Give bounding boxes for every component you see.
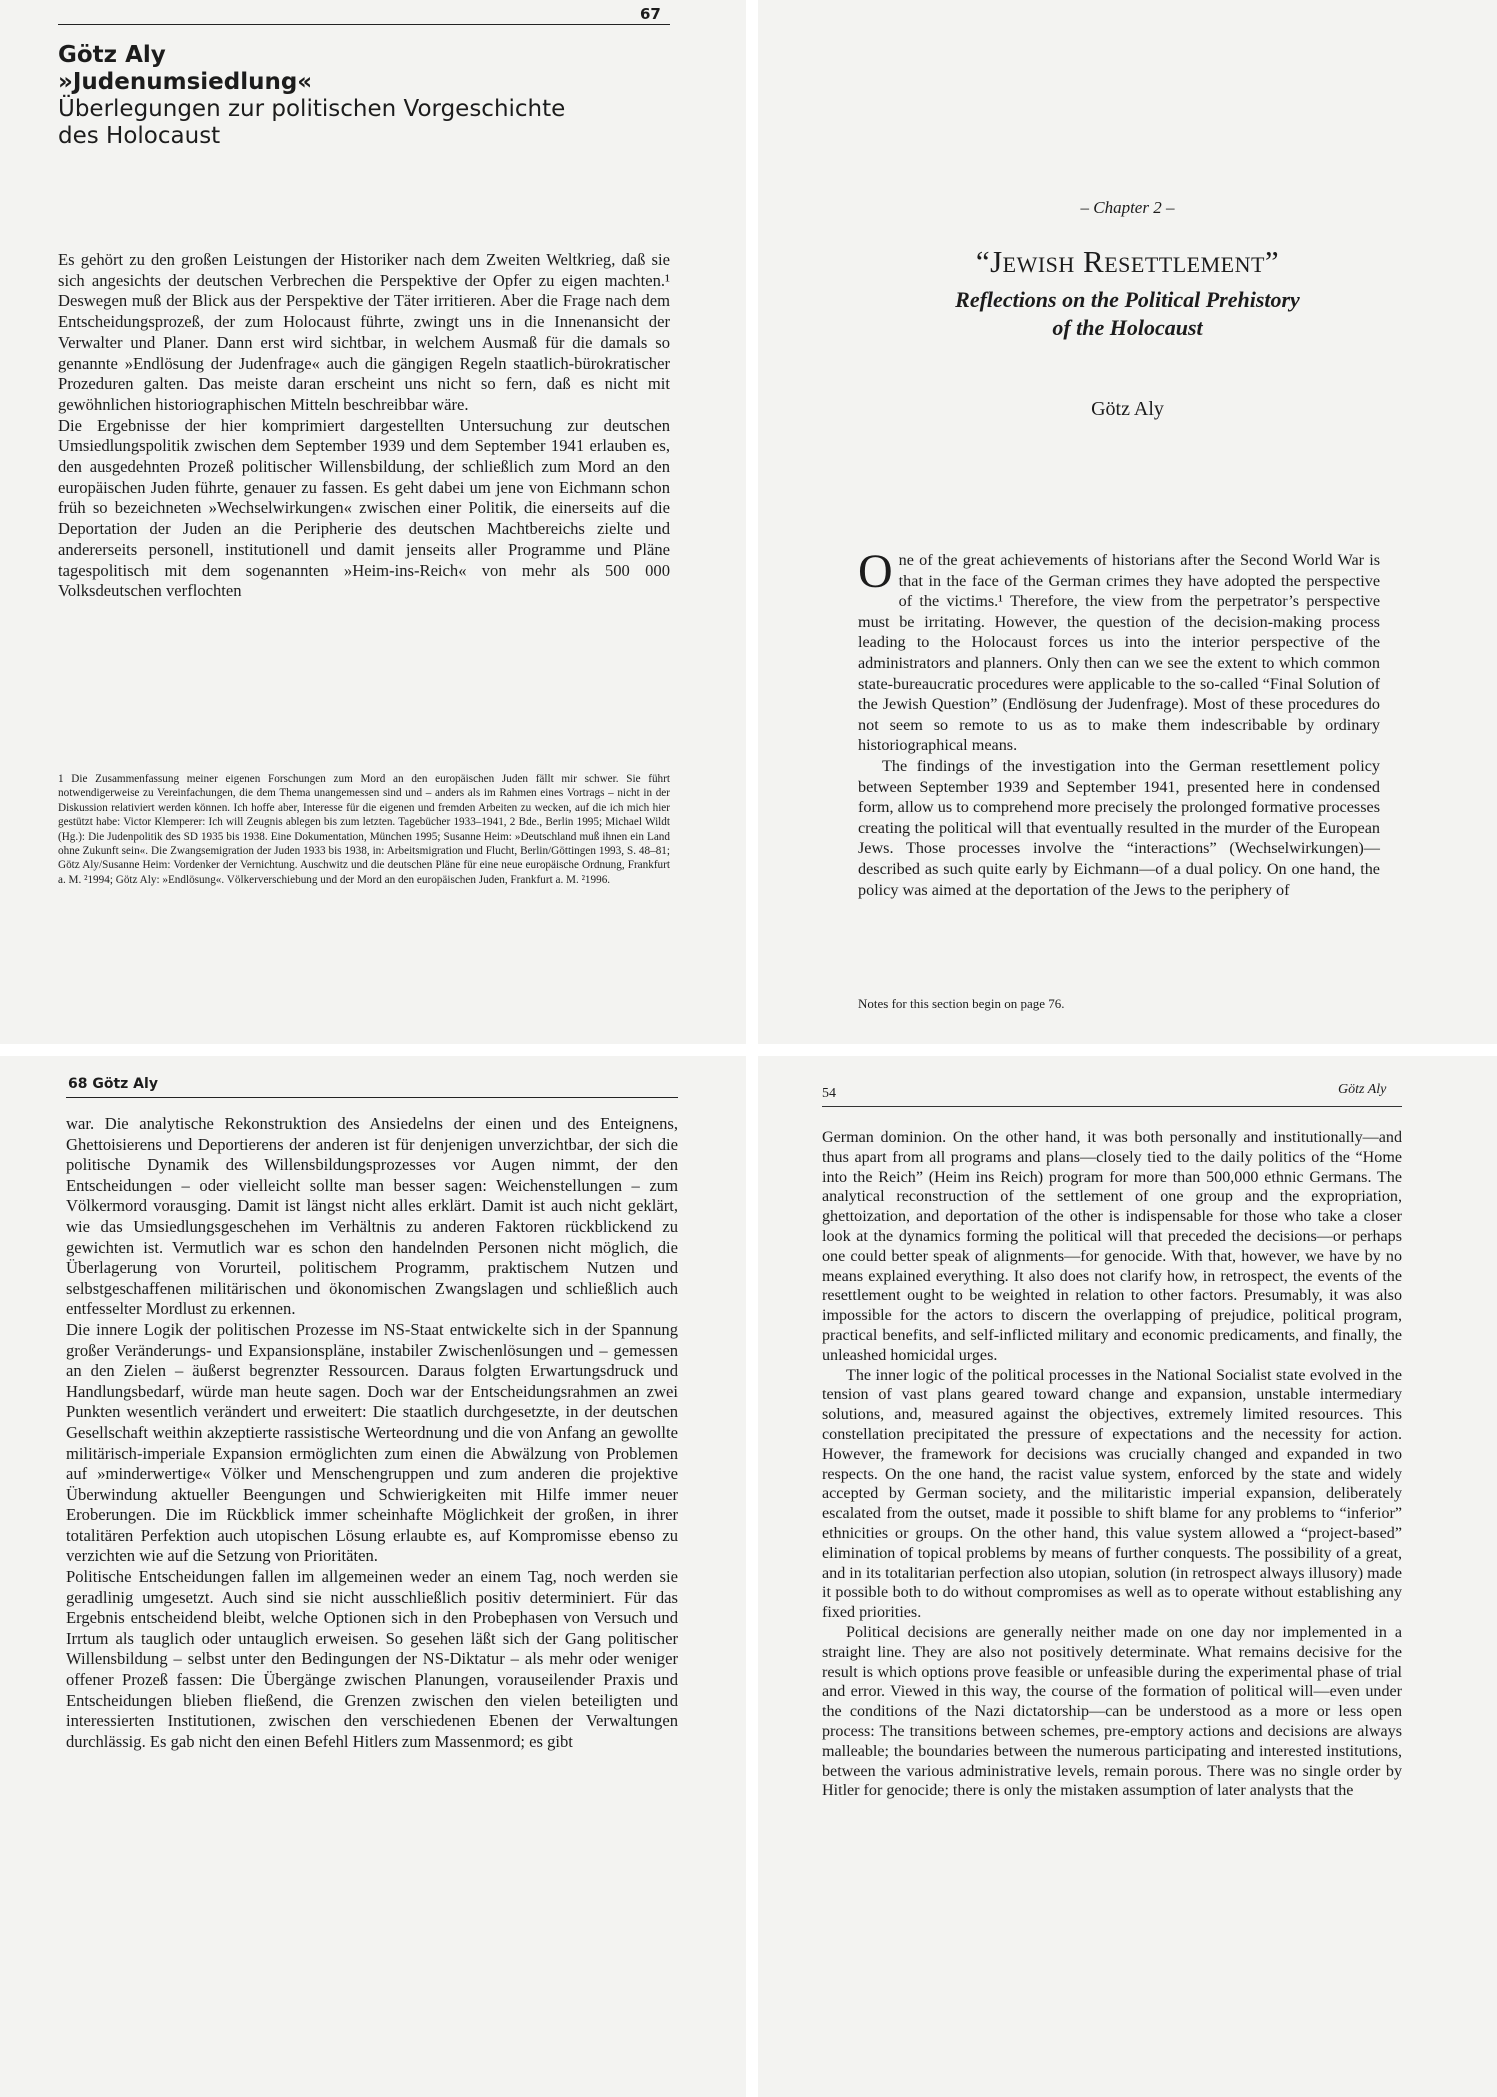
header-rule (822, 1106, 1402, 1107)
notes-reference: Notes for this section begin on page 76. (858, 996, 1065, 1011)
page-67 (0, 0, 746, 1044)
header-rule (58, 24, 670, 25)
chapter-label: – Chapter 2 – (1080, 198, 1175, 217)
chapter-subtitle-line2: des Holocaust (58, 123, 221, 149)
page-number: 54 (822, 1086, 836, 1101)
paragraph: The inner logic of the political processes in the National Socialist state evolved in the tension of vast plans geared toward change and expansion, unstable intermediary solutions, and, measured against the objectives, extremely limited resources. This constellation precipitated the pressure of expectations and the necessity for action. However, the framework for decisions was crucially changed and expanded in two respects. On the one hand, the racist value system, enforced by the state and widely accepted by German society, and the militaristic imperial expansion, deliberately escalated from the outset, made it possible to shift blame for any problems to “inferior” ethnicities or groups. On the other hand, this value system allowed a “project-based” elimination of topical problems by means of further conquests. The possibility of a great, and in its totalitarian perfection also utopian, solution (in retrospect always illusory) made it possible both to do without compromises as well as to operate without establishing any fixed priorities. (822, 1366, 1402, 1622)
chapter-subtitle-line1: Reflections on the Political Prehistory (955, 287, 1300, 312)
paragraph: war. Die analytische Rekonstruktion des Ansiedelns der einen und des Enteignens, Ghettoisierens und Deportierens der anderen ist für denjenigen unverzichtbar, der sich die politische Dynamik des Willensbildungsprozesses vor Augen nimmt, der den Entscheidungen – oder vielleicht sollte man besser sagen: Weichenstellungen – zum Völkermord vorausging. Damit ist längst nicht alles erklärt. Damit ist auch nicht geklärt, wie das Umsiedlungsgeschehen im Verhältnis zu anderen Faktoren rückblickend zu gewichten ist. Vermutlich war es schon den handelnden Personen nicht möglich, die Überlagerung von Vorurteil, politischem Programm, praktischem Nutzen und selbstgeschaffenen militärischen und ökonomischen Zwangslagen und schließlich auch entfesselter Mordlust zu erkennen. (66, 1114, 678, 1319)
chapter-title-block (58, 42, 658, 150)
running-header: 68 Götz Aly (68, 1076, 158, 1092)
paragraph (858, 545, 1380, 756)
running-header: Götz Aly (1338, 1082, 1387, 1097)
paragraph: Die Ergebnisse der hier komprimiert dargestellten Untersuchung zur deutschen Umsiedlungspolitik zwischen dem September 1939 und dem September 1941 erlauben es, den ausgedehnten Prozeß politischer Willensbildung, der schließlich zum Mord an den europäischen Juden führte, genauer zu fassen. Es geht dabei um jene von Eichmann schon früh so bezeichneten »Wechselwirkungen« zwischen einer Politik, die einerseits auf die Deportation der Juden an die Peripherie des deutschen Machtbereichs zielte und andererseits personell, institutionell und damit jenseits aller Programme und Pläne tagespolitisch mit dem sogenannten »Heim-ins-Reich« von mehr als 500 000 Volksdeutschen verflochten (58, 415, 670, 601)
drop-cap: O (858, 545, 893, 598)
chapter-title: »Judenumsiedlung« (58, 69, 313, 95)
header-rule (66, 1097, 678, 1098)
paragraph: Politische Entscheidungen fallen im allgemeinen weder an einem Tag, noch werden sie geradlinig umgesetzt. Auch sind sie nicht ausschließlich positiv determiniert. Für das Ergebnis entscheidend bleibt, welche Optionen sich in den Probephasen von Versuch und Irrtum als tauglich oder untauglich erweisen. So gesehen läßt sich der Gang politischer Willensbildung – selbst unter den Bedingungen der NS-Diktatur – als mehr oder weniger offener Prozeß fassen: Die Übergänge zwischen Planungen, vorauseilender Praxis und Entscheidungen blieben fließend, die Grenzen zwischen den vielen beteiligten und interessierten Institutionen, zwischen den verschiedenen Ebenen der Verwaltungen durchlässig. Es gab nicht den einen Befehl Hitlers zum Massenmord; es gibt (66, 1567, 678, 1751)
paragraph: The findings of the investigation into the German resettlement policy between September 1939 and September 1941, presented here in condensed form, allow us to comprehend more precisely the prolonged formative processes creating the political will that eventually resulted in the murder of the European Jews. Those processes involve the “interactions” (Wechselwirkungen)—described as such quite early by Eichmann—of a dual policy. On one hand, the policy was aimed at the deportation of the Jews to the periphery of (858, 756, 1380, 899)
body-text (822, 1128, 1402, 1801)
chapter-author: Götz Aly (1091, 398, 1164, 420)
page-53 (758, 0, 1497, 1044)
page-number: 67 (640, 5, 661, 23)
chapter-author: Götz Aly (58, 42, 166, 68)
page-68 (0, 1056, 746, 2097)
paragraph: German dominion. On the other hand, it was both personally and institutionally—and thus apart from all programs and plans—closely tied to the daily politics of the “Home into the Reich” (Heim ins Reich) program for more than 500,000 ethnic Germans. The analytical reconstruction of the settlement of one group and the expropriation, ghettoization, and deportation of the other is indispensable for those who take a closer look at the dynamics forming the political will that preceded the decisions—or perhaps one could better speak of alignments—for genocide. With that, however, we have by no means explained everything. It also does not clarify how, in retrospect, the events of the resettlement ought to be weighted in relation to other factors. Presumably, it was also impossible for the actors to discern the overlapping of prejudice, political program, practical benefits, and self-inflicted military and economic predicaments, and finally, the unleashed homicidal urges. (822, 1129, 1402, 1364)
page-54 (758, 1056, 1497, 2097)
chapter-subtitle (758, 286, 1497, 342)
body-text (58, 250, 670, 602)
paragraph: Political decisions are generally neither made on one day nor implemented in a straight line. They are also not positively determinate. What remains decisive for the result is which options prove feasible or unfeasible during the experimental phase of trial and error. Viewed in this way, the course of the formation of political will—even under the conditions of the Nazi dictatorship—can be understood as a more or less open process: The transitions between schemes, pre-emptory actions and decisions are always malleable; the boundaries between the numerous participating and interested institutions, between the various administrative levels, remain porous. There was no single order by Hitler for genocide; there is only the mistaken assumption of later analysts that the (822, 1623, 1402, 1800)
paragraph: Es gehört zu den großen Leistungen der Historiker nach dem Zweiten Weltkrieg, daß sie sich angesichts der deutschen Verbrechen die Perspektive der Opfer zu eigen machten.¹ Deswegen muß der Blick aus der Perspektive der Täter irritieren. Aber die Frage nach dem Entscheidungsprozeß, der zum Holocaust führte, zwingt uns in die Innenansicht der Verwalter und Planer. Dann erst wird sichtbar, in welchem Ausmaß für die damals so genannte »Endlösung der Judenfrage« auch die gängigen Regeln staatlich-bürokratischer Prozeduren galten. Das meiste daran erscheint uns nicht so fern, daß es nicht mit gewöhnlichen historiographischen Mitteln beschreibbar wäre. (58, 250, 670, 414)
body-text (66, 1114, 678, 1752)
footnote: 1 Die Zusammenfassung meiner eigenen Forschungen zum Mord an den europäischen Juden fällt mir schwer. Sie führt notwendigerweise zu Vereinfachungen, die dem Thema unangemessen sind und – anders als im Rahmen eines Vortrags – nicht in der Diskussion relativiert werden können. Ich hoffe aber, Interesse für die eigenen und fremden Arbeiten zu wecken, auf die ich mich hier gestützt habe: Victor Klemperer: Ich will Zeugnis ablegen bis zum letzten. Tagebücher 1933–1941, 2 Bde., Berlin 1995; Michael Wildt (Hg.): Die Judenpolitik des SD 1935 bis 1938. Eine Dokumentation, München 1995; Susanne Heim: »Deutschland muß ihnen ein Land ohne Zukunft sein«. Die Zwangsemigration der Juden 1933 bis 1938, in: Arbeitsmigration und Flucht, Berlin/Göttingen 1993, S. 48–81; Götz Aly/Susanne Heim: Vordenker der Vernichtung. Auschwitz und die deutschen Pläne für eine neue europäische Ordnung, Frankfurt a. M. ²1994; Götz Aly: »Endlösung«. Völkerverschiebung und der Mord an den europäischen Juden, Frankfurt a. M. ²1996. (58, 773, 670, 886)
chapter-subtitle-line1: Überlegungen zur politischen Vorgeschichte (58, 96, 566, 122)
paragraph-text: ne of the great achievements of historians after the Second World War is that in the face of the German crimes they have adopted the perspective of the victims.¹ Therefore, the view from the perpetrator’s perspective must be irritating. However, the question of the decision-making process leading to the Holocaust forces us into the interior perspective of the administrators and planners. Only then can we see the extent to which common state-bureaucratic procedures were applicable to the so-called “Final Solution of the Jewish Question” (Endlösung der Judenfrage). Most of these procedures do not seem so remote to us as to make them indescribable by ordinary historiographical means. (858, 551, 1380, 755)
body-text (858, 545, 1380, 900)
paragraph: Die innere Logik der politischen Prozesse im NS-Staat entwickelte sich in der Spannung großer Veränderungs- und Expansionspläne, instabiler Zwischenlösungen und – gemessen an den Zielen – äußerst begrenzter Ressourcen. Daraus folgten Erwartungsdruck und Handlungsbedarf, würde man heute sagen. Doch war der Entscheidungsrahmen an zwei Punkten wesentlich verändert und erweitert: Die staatlich durchgesetzte, in der deutschen Gesellschaft weithin akzeptierte rassistische Werteordnung und die von Anfang an gewollte militärisch-imperiale Expansion ermöglichten zum einen die Abwälzung von Problemen auf »minderwertige« Völker und Menschengruppen und zum anderen die projektive Überwindung aktueller Beengungen und Schwierigkeiten mit Hilfe immer neuer Eroberungen. Die im Rückblick immer scheinhafte Möglichkeit der großen, in ihrer totalitären Perfektion auch utopischen Lösung erlaubte es, auf Kompromisse ebenso zu verzichten wie auf die Setzung von Prioritäten. (66, 1319, 678, 1566)
chapter-subtitle-line2: of the Holocaust (1052, 315, 1203, 340)
chapter-title: “Jewish Resettlement” (975, 244, 1280, 279)
